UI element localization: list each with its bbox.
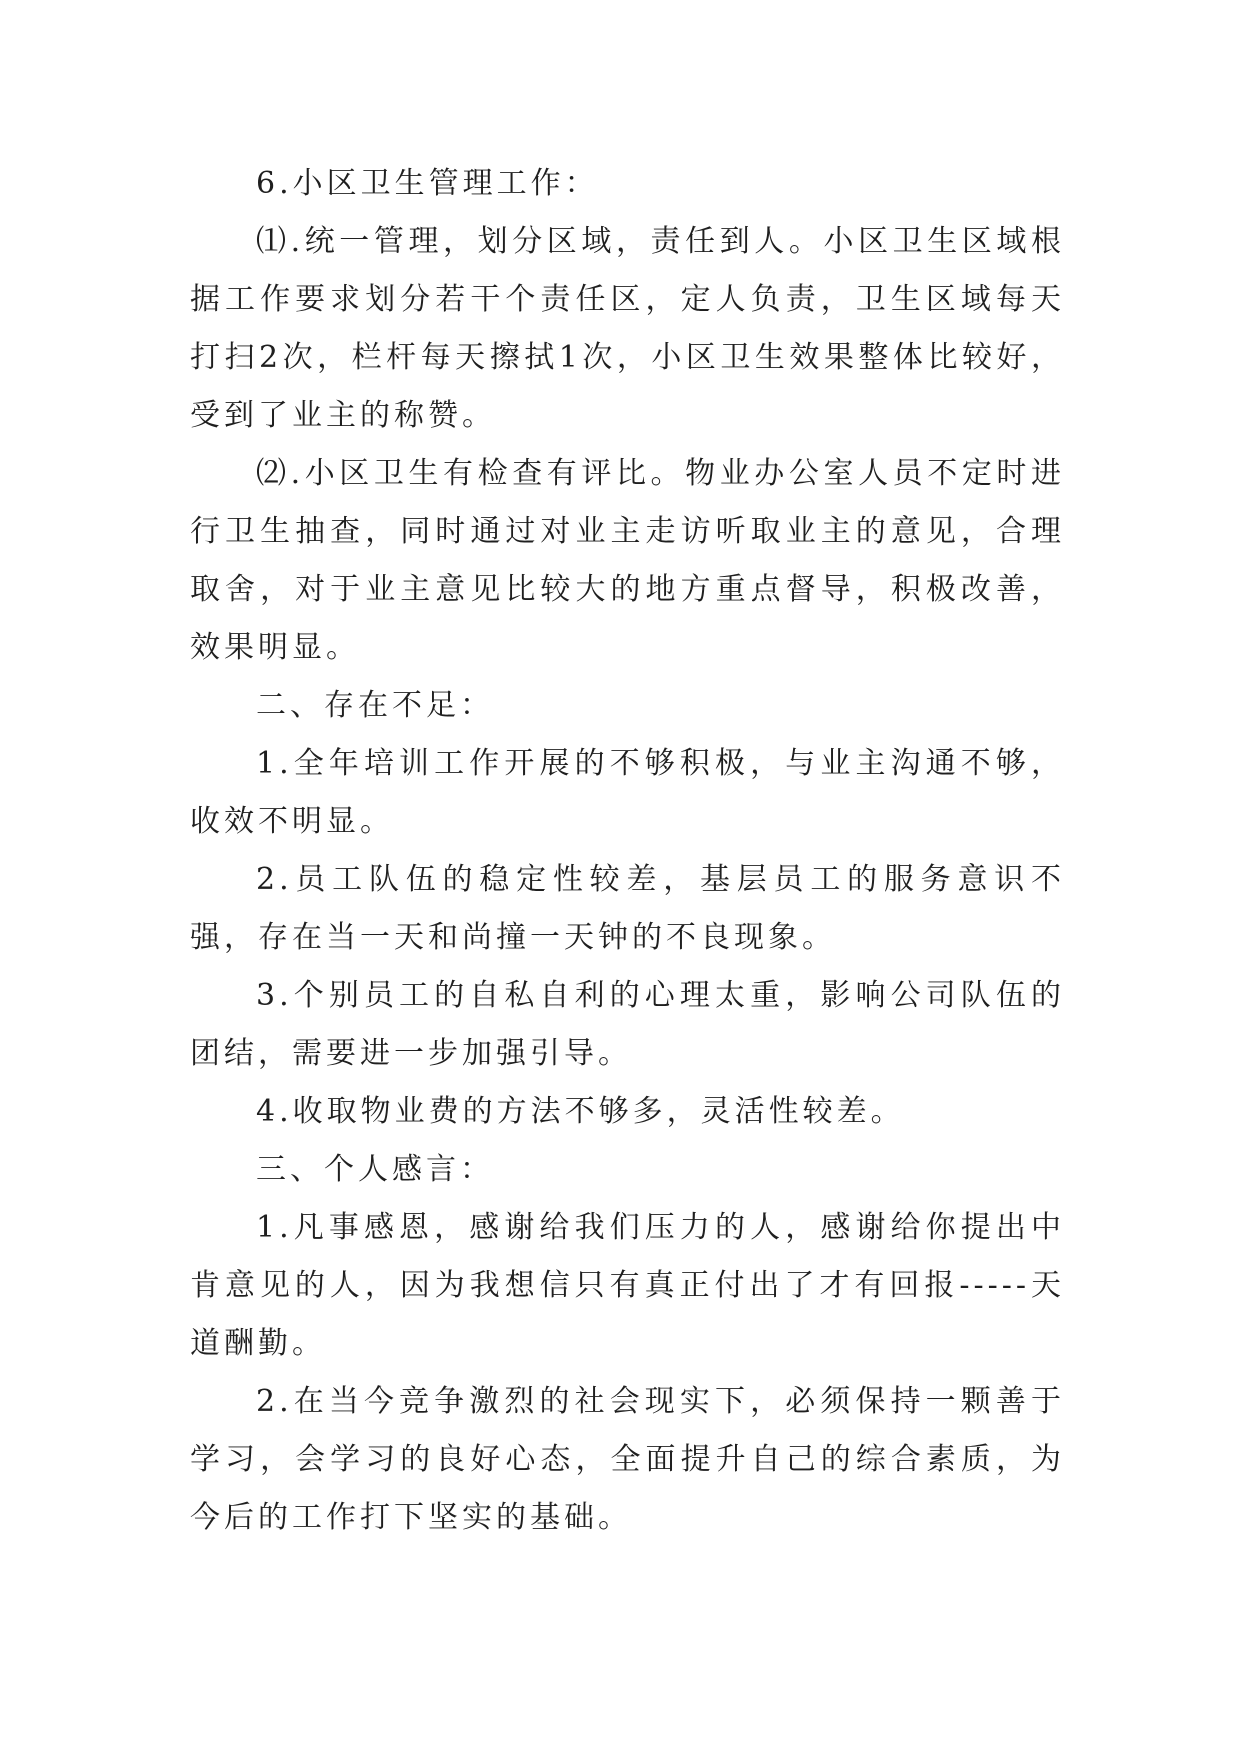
paragraph-reflection-1: 1.凡事感恩，感谢给我们压力的人，感谢给你提出中肯意见的人，因为我想信只有真正付出了才有回报-----天道酬勤。 — [190, 1210, 1065, 1361]
paragraph-shortcoming-1: 1.全年培训工作开展的不够积极，与业主沟通不够，收效不明显。 — [190, 746, 1065, 839]
section-heading-shortcomings: 二、存在不足： — [256, 688, 494, 723]
section-heading-reflections: 三、个人感言： — [256, 1152, 494, 1187]
paragraph-shortcoming-2: 2.员工队伍的稳定性较差，基层员工的服务意识不强，存在当一天和尚撞一天钟的不良现象。 — [190, 862, 1065, 955]
paragraph-sanitation-2: ⑵.小区卫生有检查有评比。物业办公室人员不定时进行卫生抽查，同时通过对业主走访听取业主的意见，合理取舍，对于业主意见比较大的地方重点督导，积极改善，效果明显。 — [190, 456, 1065, 665]
paragraph-shortcoming-3: 3.个别员工的自私自利的心理太重，影响公司队伍的团结，需要进一步加强引导。 — [190, 978, 1065, 1071]
paragraph-reflection-2: 2.在当今竞争激烈的社会现实下，必须保持一颗善于学习，会学习的良好心态，全面提升自己的综合素质，为今后的工作打下坚实的基础。 — [190, 1384, 1065, 1535]
section-item-sanitation: 6.小区卫生管理工作： — [256, 166, 599, 201]
document-body — [190, 155, 1065, 1547]
paragraph-shortcoming-4: 4.收取物业费的方法不够多，灵活性较差。 — [256, 1094, 905, 1129]
paragraph-sanitation-1: ⑴.统一管理，划分区域，责任到人。小区卫生区域根据工作要求划分若干个责任区，定人负责，卫生区域每天打扫2次，栏杆每天擦拭1次，小区卫生效果整体比较好，受到了业主的称赞。 — [190, 224, 1065, 433]
